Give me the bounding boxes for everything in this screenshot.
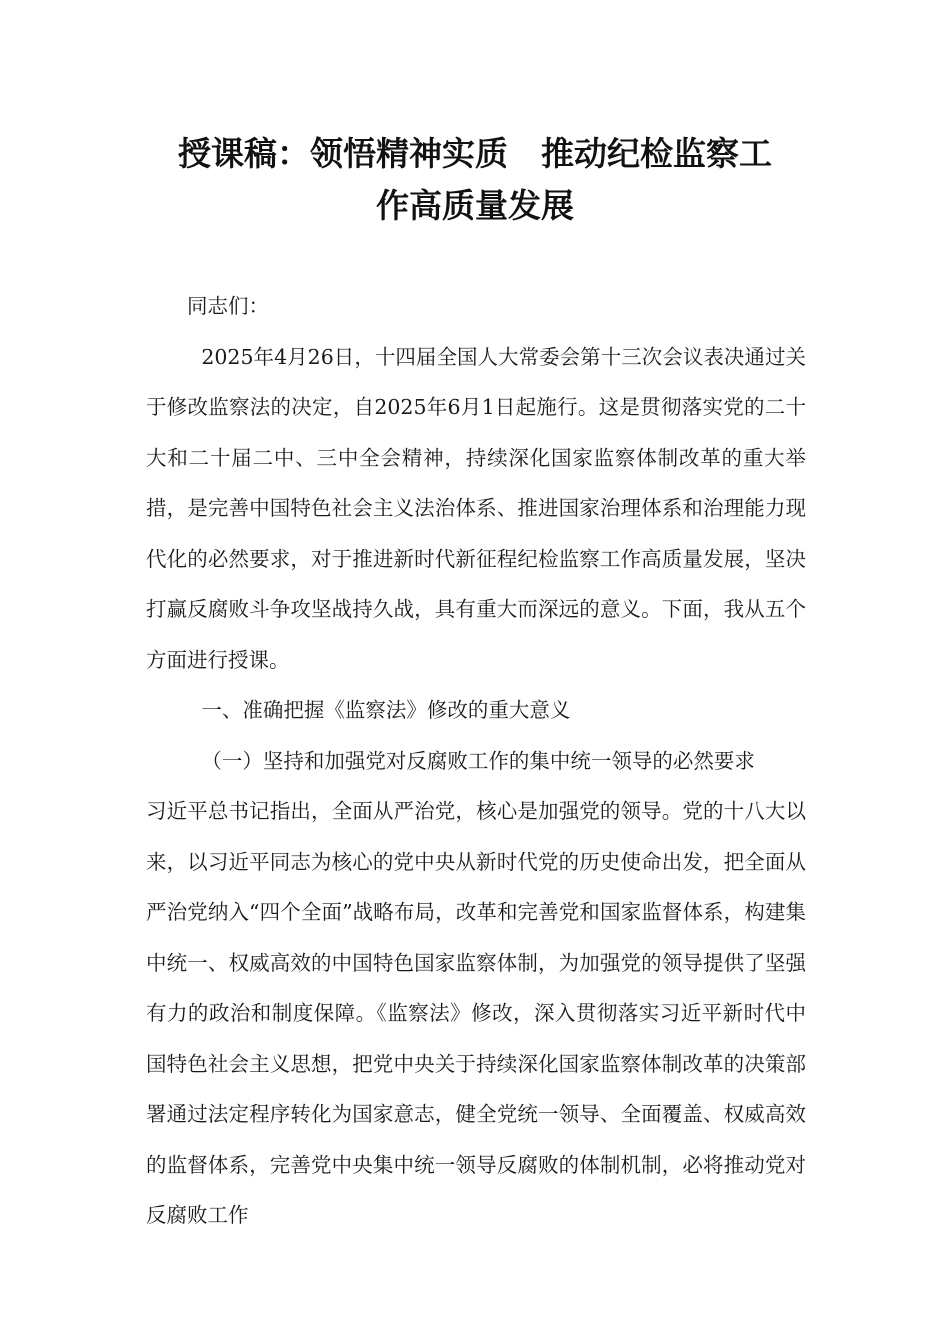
title-line-2: 作高质量发展 <box>376 186 574 225</box>
subsection-heading-1: （一）坚持和加强党对反腐败工作的集中统一领导的必然要求 <box>201 748 755 773</box>
section-heading-1: 一、准确把握《监察法》修改的重大意义 <box>201 698 571 722</box>
greeting: 同志们： <box>187 294 269 318</box>
document-body <box>146 281 806 1241</box>
paragraph-body: 习近平总书记指出，全面从严治党，核心是加强党的领导。党的十八大以来，以习近平同志为核心的党中央从新时代党的历史使命出发，把全面从严治党纳入“四个全面”战略布局，改革和完善党和国家监督体系，构建集中统一、权威高效的中国特色国家监察体制，为加强党的领导提供了坚强有力的政治和制度保障。《监察法》修改，深入贯彻落实习近平新时代中国特色社会主义思想，把党中央关于持续深化国家监察体制改革的决策部署通过法定程序转化为国家意志，健全党统一领导、全面覆盖、权威高效的监督体系，完善党中央集中统一领导反腐败的体制机制，必将推动党对反腐败工作 <box>146 799 806 1227</box>
document-title <box>130 128 820 232</box>
title-line-1: 授课稿：领悟精神实质 推动纪检监察工 <box>178 134 772 173</box>
paragraph-intro: 2025年4月26日，十四届全国人大常委会第十三次会议表决通过关于修改监察法的决定，自2025年6月1日起施行。这是贯彻落实党的二十大和二十届二中、三中全会精神，持续深化国家监察体制改革的重大举措，是完善中国特色社会主义法治体系、推进国家治理体系和治理能力现代化的必然要求，对于推进新时代新征程纪检监察工作高质量发展，坚决打赢反腐败斗争攻坚战持久战，具有重大而深远的意义。下面，我从五个方面进行授课。 <box>146 344 806 672</box>
